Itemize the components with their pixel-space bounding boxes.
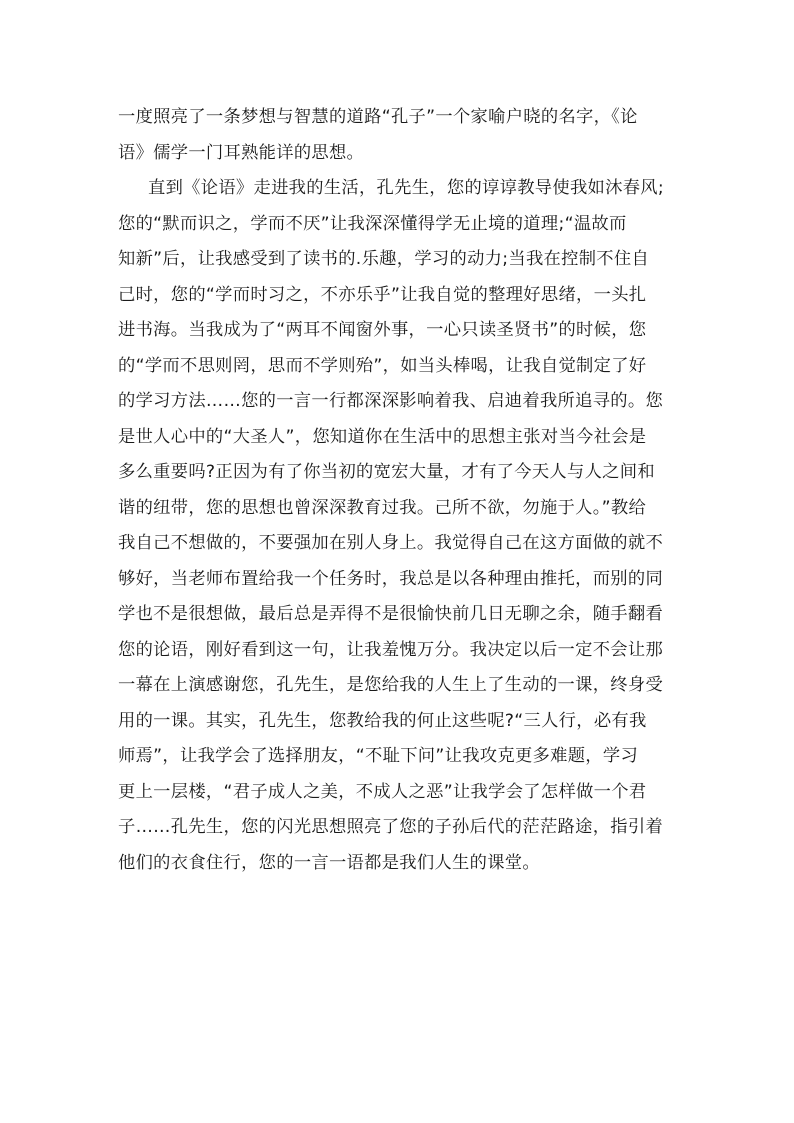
paragraph-start-line: 直到《论语》走进我的生活，孔先生，您的谆谆教导使我如沐春风; xyxy=(148,178,664,198)
text-line: 的“学而不思则罔，思而不学则殆”，如当头棒喝，让我自觉制定了好 xyxy=(118,355,647,376)
text-line: 我自己不想做的，不要强加在别人身上。我觉得自己在这方面做的就不 xyxy=(118,533,664,553)
essay-body xyxy=(118,100,678,881)
text-line: 谐的纽带，您的思想也曾深深教育过我。己所不欲，勿施于人。”教给 xyxy=(118,497,647,518)
text-line: 够好，当老师布置给我一个任务时，我总是以各种理由推托，而别的同 xyxy=(118,568,664,589)
text-line: 进书海。当我成为了“两耳不闻窗外事，一心只读圣贤书”的时候，您 xyxy=(118,320,647,340)
text-line: 子……孔先生，您的闪光思想照亮了您的子孙后代的茫茫路途，指引着 xyxy=(118,817,664,837)
text-line: 一幕在上演感谢您，孔先生，是您给我的人生上了生动的一课，终身受 xyxy=(118,675,664,695)
text-line: 学也不是很想做，最后总是弄得不是很愉快前几日无聊之余，随手翻看 xyxy=(118,604,664,624)
text-line: 的学习方法……您的一言一行都深深影响着我、启迪着我所追寻的。您 xyxy=(118,391,664,411)
text-line: 知新”后，让我感受到了读书的.乐趣，学习的动力;当我在控制不住自 xyxy=(118,249,650,269)
text-line: 师焉”，让我学会了选择朋友，“不耻下问”让我攻克更多难题，学习 xyxy=(118,746,639,766)
text-line: 您的“默而识之，学而不厌”让我深深懂得学无止境的道理;“温故而 xyxy=(118,213,627,234)
text-line: 您的论语，刚好看到这一句，让我羞愧万分。我决定以后一定不会让那 xyxy=(118,639,664,660)
text-line: 一度照亮了一条梦想与智慧的道路“孔子”一个家喻户晓的名字，《论 xyxy=(118,107,638,127)
text-line: 用的一课。其实，孔先生，您教给我的何止这些呢?“三人行，必有我 xyxy=(118,710,647,731)
text-line: 更上一层楼，“君子成人之美，不成人之恶”让我学会了怎样做一个君 xyxy=(118,781,647,802)
text-line: 己时，您的“学而时习之，不亦乐乎”让我自觉的整理好思绪，一头扎 xyxy=(118,284,647,305)
text-line: 多么重要吗?正因为有了你当初的宽宏大量，才有了今天人与人之间和 xyxy=(118,462,655,482)
text-line: 他们的衣食住行，您的一言一语都是我们人生的课堂。 xyxy=(118,852,540,873)
text-line: 是世人心中的“大圣人”，您知道你在生活中的思想主张对当今社会是 xyxy=(118,426,647,447)
text-line: 语》儒学一门耳熟能详的思想。 xyxy=(118,142,365,163)
